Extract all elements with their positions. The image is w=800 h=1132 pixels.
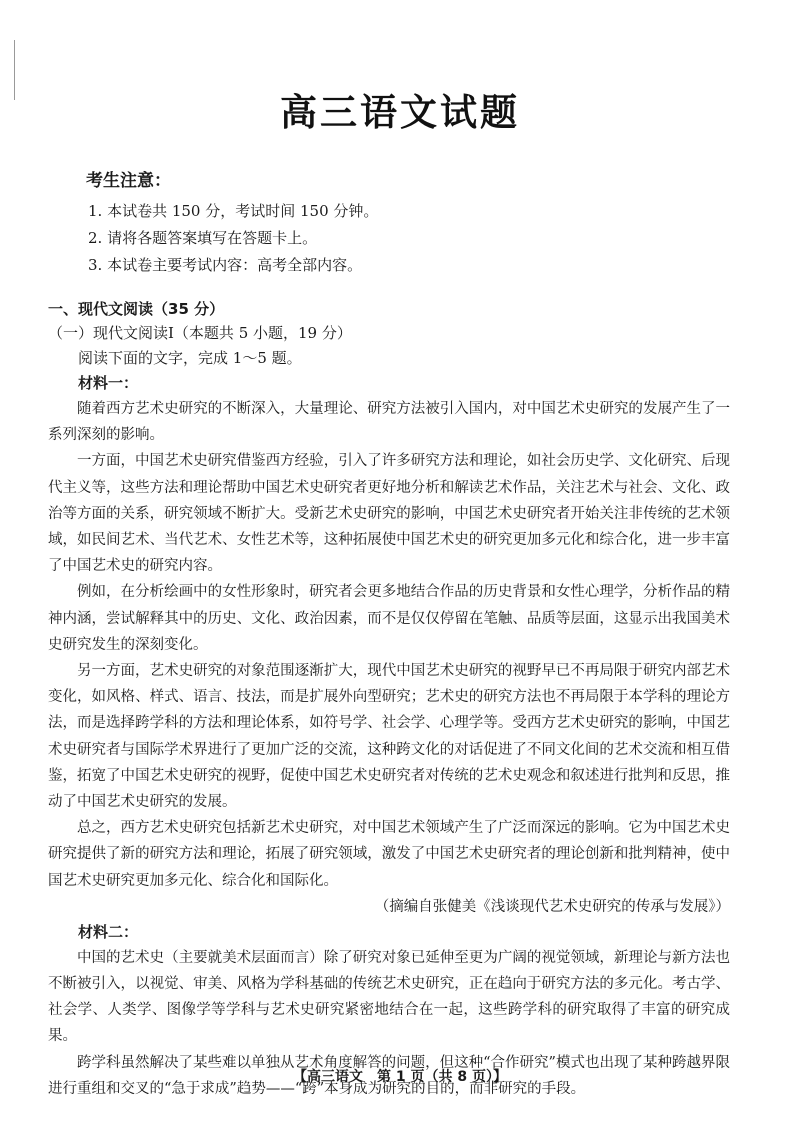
material-two-label: 材料二： [78,922,139,941]
material-two-paragraph-2: 跨学科虽然解决了某些难以单独从艺术角度解答的问题，但这种“合作研究”模式也出现了某种跨越界限进行重组和交叉的“急于求成”趋势——“跨”本身成为研究的目的，而非研究的手段。 [48,1054,730,1097]
section-heading: 一、现代文阅读（35 分） [48,300,225,318]
reading-section [48,297,730,1102]
material-one-label: 材料一： [78,374,139,392]
notice-item-2: 2. 请将各题答案填写在答题卡上。 [88,229,318,247]
notice-item-3: 3. 本试卷主要考试内容：高考全部内容。 [88,256,363,274]
candidate-notice [86,166,726,279]
part-heading: （一）现代文阅读Ⅰ（本题共 5 小题，19 分） [48,324,352,342]
material-one-source: （摘编自张健美《浅谈现代艺术史研究的传承与发展》） [374,898,730,915]
reading-instruction: 阅读下面的文字，完成 1～5 题。 [78,349,302,367]
exam-title: 高三语文试题 [280,91,520,134]
notice-heading: 考生注意： [86,171,171,191]
material-one-paragraph-5: 总之，西方艺术史研究包括新艺术史研究，对中国艺术领域产生了广泛而深远的影响。它为中国艺术史研究提供了新的研究方法和理论，拓展了研究领域，激发了中国艺术史研究者的理论创新和批判精神，使中国艺术史研究更加多元化、综合化和国际化。 [48,820,730,889]
page-footer: 【高三语文 第 1 页（共 8 页）】 [293,1069,507,1085]
notice-item-1: 1. 本试卷共 150 分，考试时间 150 分钟。 [88,202,379,220]
material-one-paragraph-2: 一方面，中国艺术史研究借鉴西方经验，引入了许多研究方法和理论，如社会历史学、文化研究、后现代主义等，这些方法和理论帮助中国艺术史研究者更好地分析和解读艺术作品，关注艺术与社会、文化、政治等方面的关系，研究领域不断扩大。受新艺术史研究的影响，中国艺术史研究者开始关注非传统的艺术领域，如民间艺术、当代艺术、女性艺术等，这种拓展使中国艺术史的研究更加多元化和综合化，进一步丰富了中国艺术史的研究内容。 [48,453,730,575]
material-one-paragraph-4: 另一方面，艺术史研究的对象范围逐渐扩大，现代中国艺术史研究的视野早已不再局限于研究内部艺术变化，如风格、样式、语言、技法，而是扩展外向型研究；艺术史的研究方法也不再局限于本学科的理论方法，而是选择跨学科的方法和理论体系，如符号学、社会学、心理学等。受西方艺术史研究的影响，中国艺术史研究者与国际学术界进行了更加广泛的交流，这种跨文化的对话促进了不同文化间的艺术交流和相互借鉴，拓宽了中国艺术史研究的视野，促使中国艺术史研究者对传统的艺术史观念和叙述进行批判和反思，推动了中国艺术史研究的发展。 [48,663,730,811]
material-one-paragraph-1: 随着西方艺术史研究的不断深入，大量理论、研究方法被引入国内，对中国艺术史研究的发展产生了一系列深刻的影响。 [48,401,730,444]
material-two-paragraph-1: 中国的艺术史（主要就美术层面而言）除了研究对象已延伸至更为广阔的视觉领域，新理论与新方法也不断被引入，以视觉、审美、风格为学科基础的传统艺术史研究，正在趋向于研究方法的多元化。考古学、社会学、人类学、图像学等学科与艺术史研究紧密地结合在一起，这些跨学科的研究取得了丰富的研究成果。 [48,949,730,1045]
material-one-paragraph-3: 例如，在分析绘画中的女性形象时，研究者会更多地结合作品的历史背景和女性心理学，分析作品的精神内涵，尝试解释其中的历史、文化、政治因素，而不是仅仅停留在笔触、品质等层面，这显示出我国美术史研究发生的深刻变化。 [48,584,730,653]
